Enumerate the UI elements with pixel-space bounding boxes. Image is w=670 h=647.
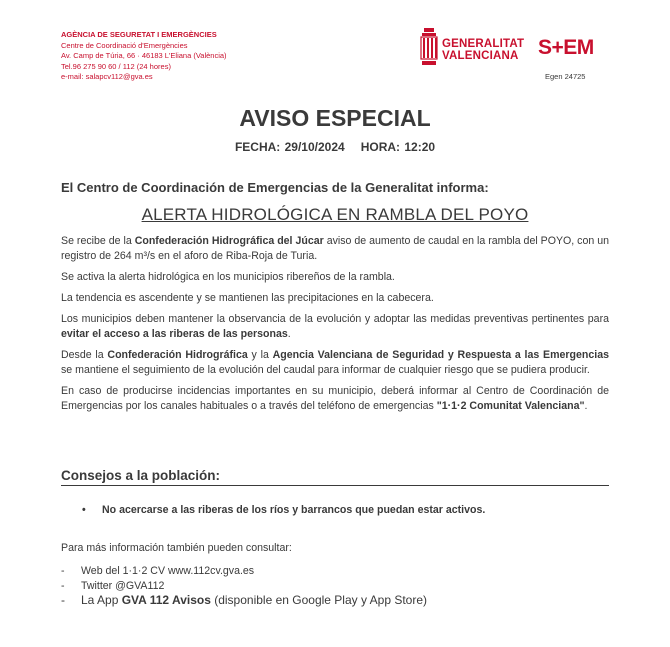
link-app[interactable]: - La App GVA 112 Avisos (disponible en Google Play y App Store) <box>61 593 428 607</box>
agency-address: Av. Camp de Túria, 66 · 46183 L'Eliana (València) <box>61 51 227 61</box>
advice-list <box>82 504 485 516</box>
advice-item: No acercarse a las riberas de los ríos y barrancos que puedan estar activos. <box>102 504 486 516</box>
paragraph-trend: La tendencia es ascendente y se mantienen las precipitaciones en la cabecera. <box>61 291 434 304</box>
generalitat-wordmark-line2: VALENCIANA <box>442 50 519 62</box>
notice-body <box>61 234 609 420</box>
paragraph-incident-reporting: En caso de producirse incidencias importantes en su municipio, deberá informar al Centro de Coordinación de Emergencias por los canales habituales o a través del teléfono de emergencias "1·1·2 Comunitat Valenciana". <box>61 384 609 413</box>
advice-heading: Consejos a la población: <box>61 468 609 486</box>
notice-date: FECHA: 29/10/2024 <box>234 140 345 154</box>
egen-number: Egen 24725 <box>545 72 586 81</box>
link-twitter[interactable]: - Twitter @GVA112 <box>61 579 165 592</box>
paragraph-alert-activation: Se activa la alerta hidrológica en los municipios ribereños de la rambla. <box>61 271 395 284</box>
agency-email: e-mail: salapcv112@gva.es <box>61 72 153 82</box>
paragraph-monitoring: Desde la Confederación Hidrográfica y la Agencia Valenciana de Seguridad y Respuesta a las Emergencias se mantiene el seguimiento de la evolución del caudal para informar de cualquier riesgo que se pudiera producir. <box>61 348 610 377</box>
generalitat-wordmark-line1: GENERALITAT <box>442 38 525 50</box>
paragraph-municipal-measures: Los municipios deben mantener la observancia de la evolución y adoptar las medidas preventivas pertinentes para evitar el acceso a las riberas de las personas. <box>61 312 609 340</box>
generalitat-wordmark <box>442 38 524 62</box>
info-links <box>61 564 427 608</box>
more-info-text: Para más información también pueden consultar: <box>61 542 292 554</box>
agency-header <box>61 30 227 83</box>
link-web[interactable]: - Web del 1·1·2 CV www.112cv.gva.es <box>61 565 255 577</box>
agency-phone: Tel.96 275 90 60 / 112 (24 hores) <box>61 61 171 71</box>
notice-time: HORA: 12:20 <box>360 140 436 154</box>
date-time-line <box>0 140 670 154</box>
agency-name: AGÈNCIA DE SEGURETAT I EMERGÈNCIES <box>61 30 217 39</box>
agency-centre: Centre de Coordinació d'Emergències <box>61 40 188 50</box>
paragraph-flow-increase: Se recibe de la Confederación Hidrográfica del Júcar aviso de aumento de caudal en la rambla del POYO, con un registro de 264 m³/s en el aforo de Riba-Roja de Turia. <box>61 235 609 263</box>
page-title: AVISO ESPECIAL <box>239 105 431 131</box>
alert-title: ALERTA HIDROLÓGICA EN RAMBLA DEL POYO <box>141 205 529 224</box>
sem-logo: S+EM <box>538 36 594 59</box>
intro-line: El Centro de Coordinación de Emergencias de la Generalitat informa: <box>61 180 489 195</box>
bullet-icon: • <box>82 504 86 516</box>
generalitat-crest-icon <box>420 28 438 68</box>
